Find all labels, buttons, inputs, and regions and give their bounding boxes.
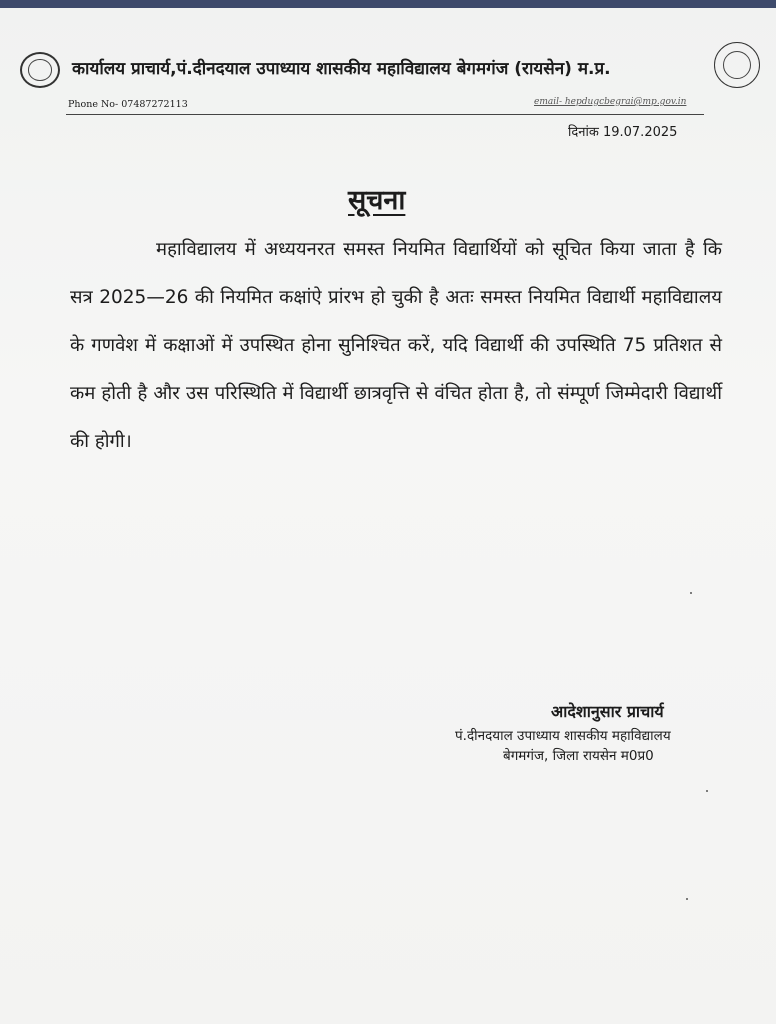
- signature-block: [455, 700, 755, 764]
- paper-speck: [690, 592, 692, 594]
- scan-edge-band: [0, 0, 776, 8]
- paper-speck: [706, 790, 708, 792]
- notice-body: महाविद्यालय में अध्ययनरत समस्त नियमित विद्यार्थियों को सूचित किया जाता है कि सत्र 2025—26 की नियमित कक्षांऐ प्रांरभ हो चुकी है अतः समस्त नियमित विद्यार्थी महाविद्यालय के गणवेश में कक्षाओं में उपस्थित होना सुनिश्चित करें, यदि विद्यार्थी की उपस्थिति 75 प्रतिशत से कम होती है और उस परिस्थिति में विद्यार्थी छात्रवृत्ति से वंचित होता है, तो संम्पूर्ण जिम्मेदारी विद्यार्थी की होगी।: [70, 239, 722, 452]
- phone-number: Phone No- 07487272113: [68, 99, 188, 110]
- college-seal-icon: [714, 42, 760, 88]
- notice-heading: सूचना: [348, 185, 406, 216]
- office-title: कार्यालय प्राचार्य,पं.दीनदयाल उपाध्याय शासकीय महाविद्यालय बेगमगंज (रायसेन) म.प्र.: [72, 59, 611, 79]
- college-emblem-icon: [20, 52, 60, 88]
- header-divider: [66, 114, 704, 115]
- email-address: email- hepdugcbegrai@mp.gov.in: [534, 97, 687, 107]
- signature-college: पं.दीनदयाल उपाध्याय शासकीय महाविद्यालय: [455, 728, 671, 744]
- paper-speck: [686, 898, 688, 900]
- signature-location: बेगमगंज, जिला रायसेन म0प्र0: [503, 748, 654, 764]
- notice-date: दिनांक 19.07.2025: [568, 125, 678, 140]
- signature-authority: आदेशानुसार प्राचार्य: [551, 702, 664, 721]
